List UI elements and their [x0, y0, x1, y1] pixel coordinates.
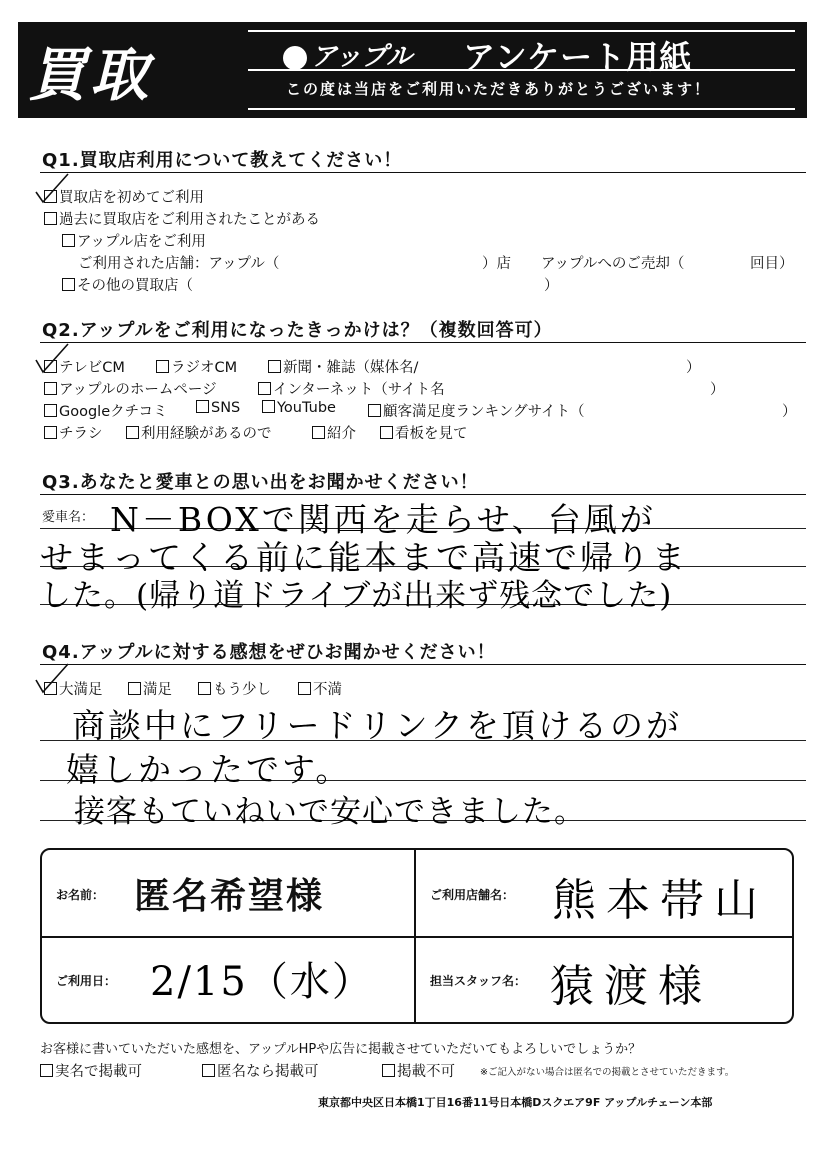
header-rule — [248, 108, 795, 110]
consent-option-label: 匿名なら掲載可 — [217, 1064, 319, 1080]
q4-option-label: 満足 — [143, 682, 172, 698]
q2-option-label: 顧客満足度ランキングサイト（ — [383, 404, 585, 420]
q4-option-label: もう少し — [213, 682, 271, 698]
customer-info-table — [40, 848, 794, 1024]
other-close: ） — [544, 278, 559, 294]
store-suffix: ）店 — [482, 256, 511, 272]
handwritten-memory-line: N－BOXで関西を走らせ、台風が — [110, 500, 656, 539]
store-label: ご利用された店舗：アップル（ — [78, 256, 280, 272]
consent-note: ※ご記入がない場合は匿名での掲載とさせていただきます。 — [480, 1067, 735, 1078]
apple-logo — [283, 36, 412, 73]
checkbox-icon — [44, 212, 57, 225]
q2-option-label: インターネット（サイト名 — [273, 382, 445, 398]
q1-option-label: その他の買取店（ — [77, 278, 193, 294]
handwritten-memory-line: せまってくる前に能本まで高速で帰りま — [40, 538, 688, 577]
checkbox-icon — [262, 400, 275, 413]
q2-option-label: 紹介 — [327, 426, 356, 442]
checkbox-icon — [196, 400, 209, 413]
q4-option-very-satisfied[interactable] — [44, 678, 103, 699]
q1-option-other[interactable] — [62, 274, 193, 295]
name-label: お名前： — [56, 888, 105, 902]
date-label: ご利用日： — [56, 974, 117, 988]
q1-option-past[interactable] — [44, 208, 320, 229]
consent-option-decline[interactable] — [382, 1060, 455, 1081]
q1-option-label: 過去に買取店をご利用されたことがある — [59, 212, 320, 228]
checkbox-icon — [40, 1064, 53, 1077]
header-subtitle: この度は当店をご利用いただきありがとうございます！ — [286, 80, 712, 98]
consent-option-anonymous[interactable] — [202, 1060, 319, 1081]
q2-option-label: YouTube — [277, 400, 336, 416]
checkbox-icon — [198, 682, 211, 695]
q2-option-label: ラジオCM — [171, 360, 238, 376]
header-banner — [18, 22, 807, 118]
q2-option-experience[interactable] — [126, 422, 272, 443]
store-name-label: ご利用店舗名： — [430, 888, 515, 902]
checkbox-icon — [258, 382, 271, 395]
checkbox-icon — [44, 360, 57, 373]
consent-option-real-name[interactable] — [40, 1060, 142, 1081]
checkbox-icon — [298, 682, 311, 695]
q2-option-label: 利用経験があるので — [141, 426, 272, 442]
handwritten-impression-line: 商談中にフリードリンクを頂けるのが — [72, 706, 683, 745]
staff-name-value: 猿渡様 — [550, 961, 712, 1012]
checkbox-icon — [126, 426, 139, 439]
handwritten-impression-line: 嬉しかったです。 — [66, 750, 352, 789]
checkbox-icon — [156, 360, 169, 373]
checkbox-icon — [44, 426, 57, 439]
q2-option-youtube[interactable] — [262, 400, 336, 416]
checkbox-icon — [62, 234, 75, 247]
q2-option-tv[interactable] — [44, 356, 125, 377]
handwritten-memory-line: した。(帰り道ドライブが出来ず残念でした) — [40, 578, 673, 614]
q2-option-label: 新聞・雑誌（媒体名/ — [283, 360, 419, 376]
q2-option-flyer[interactable] — [44, 422, 103, 443]
checkbox-icon — [382, 1064, 395, 1077]
q2-option-label: テレビCM — [59, 360, 125, 376]
footer-address: 東京都中央区日本橋1丁目16番11号日本橋Dスクエア9F アップルチェーン本部 — [318, 1096, 713, 1109]
q1-option-apple[interactable] — [62, 230, 206, 251]
q4-title: Q4.アップルに対する感想をぜひお聞かせください！ — [42, 642, 496, 663]
q4-underline — [40, 664, 806, 665]
checkbox-icon — [62, 278, 75, 291]
q2-close: ） — [782, 404, 797, 420]
q2-title: Q2.アップルをご利用になったきっかけは？（複数回答可） — [42, 320, 553, 341]
kaitori-title: 買取 — [28, 41, 153, 109]
checkbox-icon — [380, 426, 393, 439]
sale-count-suffix: 回目） — [750, 256, 794, 272]
checkbox-icon — [44, 382, 57, 395]
q2-option-sns[interactable] — [196, 400, 240, 416]
q2-option-internet[interactable] — [258, 378, 445, 399]
q1-underline — [40, 172, 806, 173]
q2-option-ranking[interactable] — [368, 400, 585, 421]
q2-option-label: SNS — [211, 400, 241, 416]
q2-close: ） — [710, 382, 725, 398]
checkbox-icon — [44, 404, 57, 417]
car-name-label: 愛車名： — [42, 510, 95, 525]
q2-option-google[interactable] — [44, 400, 168, 421]
checkbox-icon — [44, 190, 57, 203]
q2-underline — [40, 342, 806, 343]
q2-option-label: チラシ — [59, 426, 103, 442]
q2-option-label: 看板を見て — [395, 426, 468, 442]
table-divider — [42, 936, 792, 938]
handwritten-impression-line: 接客もていねいで安心できました。 — [74, 794, 586, 830]
staff-name-label: 担当スタッフ名： — [430, 974, 527, 988]
checkbox-icon — [312, 426, 325, 439]
q2-option-referral[interactable] — [312, 422, 356, 443]
q4-option-label: 不満 — [313, 682, 342, 698]
q2-close: ） — [686, 360, 701, 376]
q2-option-label: Googleクチコミ — [59, 404, 168, 420]
consent-question: お客様に書いていただいた感想を、アップルHPや広告に掲載させていただいてもよろしいでしょうか？ — [40, 1042, 642, 1057]
checkbox-icon — [202, 1064, 215, 1077]
consent-option-label: 掲載不可 — [397, 1064, 455, 1080]
store-name-value: 熊本帯山 — [552, 875, 768, 926]
consent-option-label: 実名で掲載可 — [55, 1064, 142, 1080]
q3-title: Q3.あなたと愛車との思い出をお聞かせください！ — [42, 472, 479, 493]
checkbox-icon — [268, 360, 281, 373]
logo-text: アップル — [311, 42, 413, 72]
q2-option-newspaper[interactable] — [268, 356, 418, 377]
sale-count-label: アップルへのご売却（ — [541, 256, 685, 272]
q4-option-label: 大満足 — [59, 682, 103, 698]
q4-option-satisfied[interactable] — [128, 678, 172, 699]
survey-title: アンケート用紙 — [463, 38, 693, 76]
q2-option-label: アップルのホームページ — [59, 382, 217, 398]
apple-icon — [283, 46, 307, 70]
q1-option-label: アップル店をご利用 — [77, 234, 206, 250]
customer-name: 匿名希望様 — [134, 876, 325, 917]
q1-option-label: 買取店を初めてご利用 — [59, 190, 204, 206]
q2-option-signboard[interactable] — [380, 422, 468, 443]
usage-date-value: 2/15（水） — [150, 959, 374, 1005]
checkbox-icon — [368, 404, 381, 417]
q4-option-somewhat[interactable] — [198, 678, 271, 699]
checkbox-icon — [128, 682, 141, 695]
q1-option-first[interactable] — [44, 186, 204, 207]
q4-option-dissatisfied[interactable] — [298, 678, 342, 699]
q1-title: Q1.買取店利用について教えてください！ — [42, 150, 403, 171]
q2-option-radio[interactable] — [156, 356, 237, 377]
checkbox-icon — [44, 682, 57, 695]
q2-option-homepage[interactable] — [44, 378, 217, 399]
